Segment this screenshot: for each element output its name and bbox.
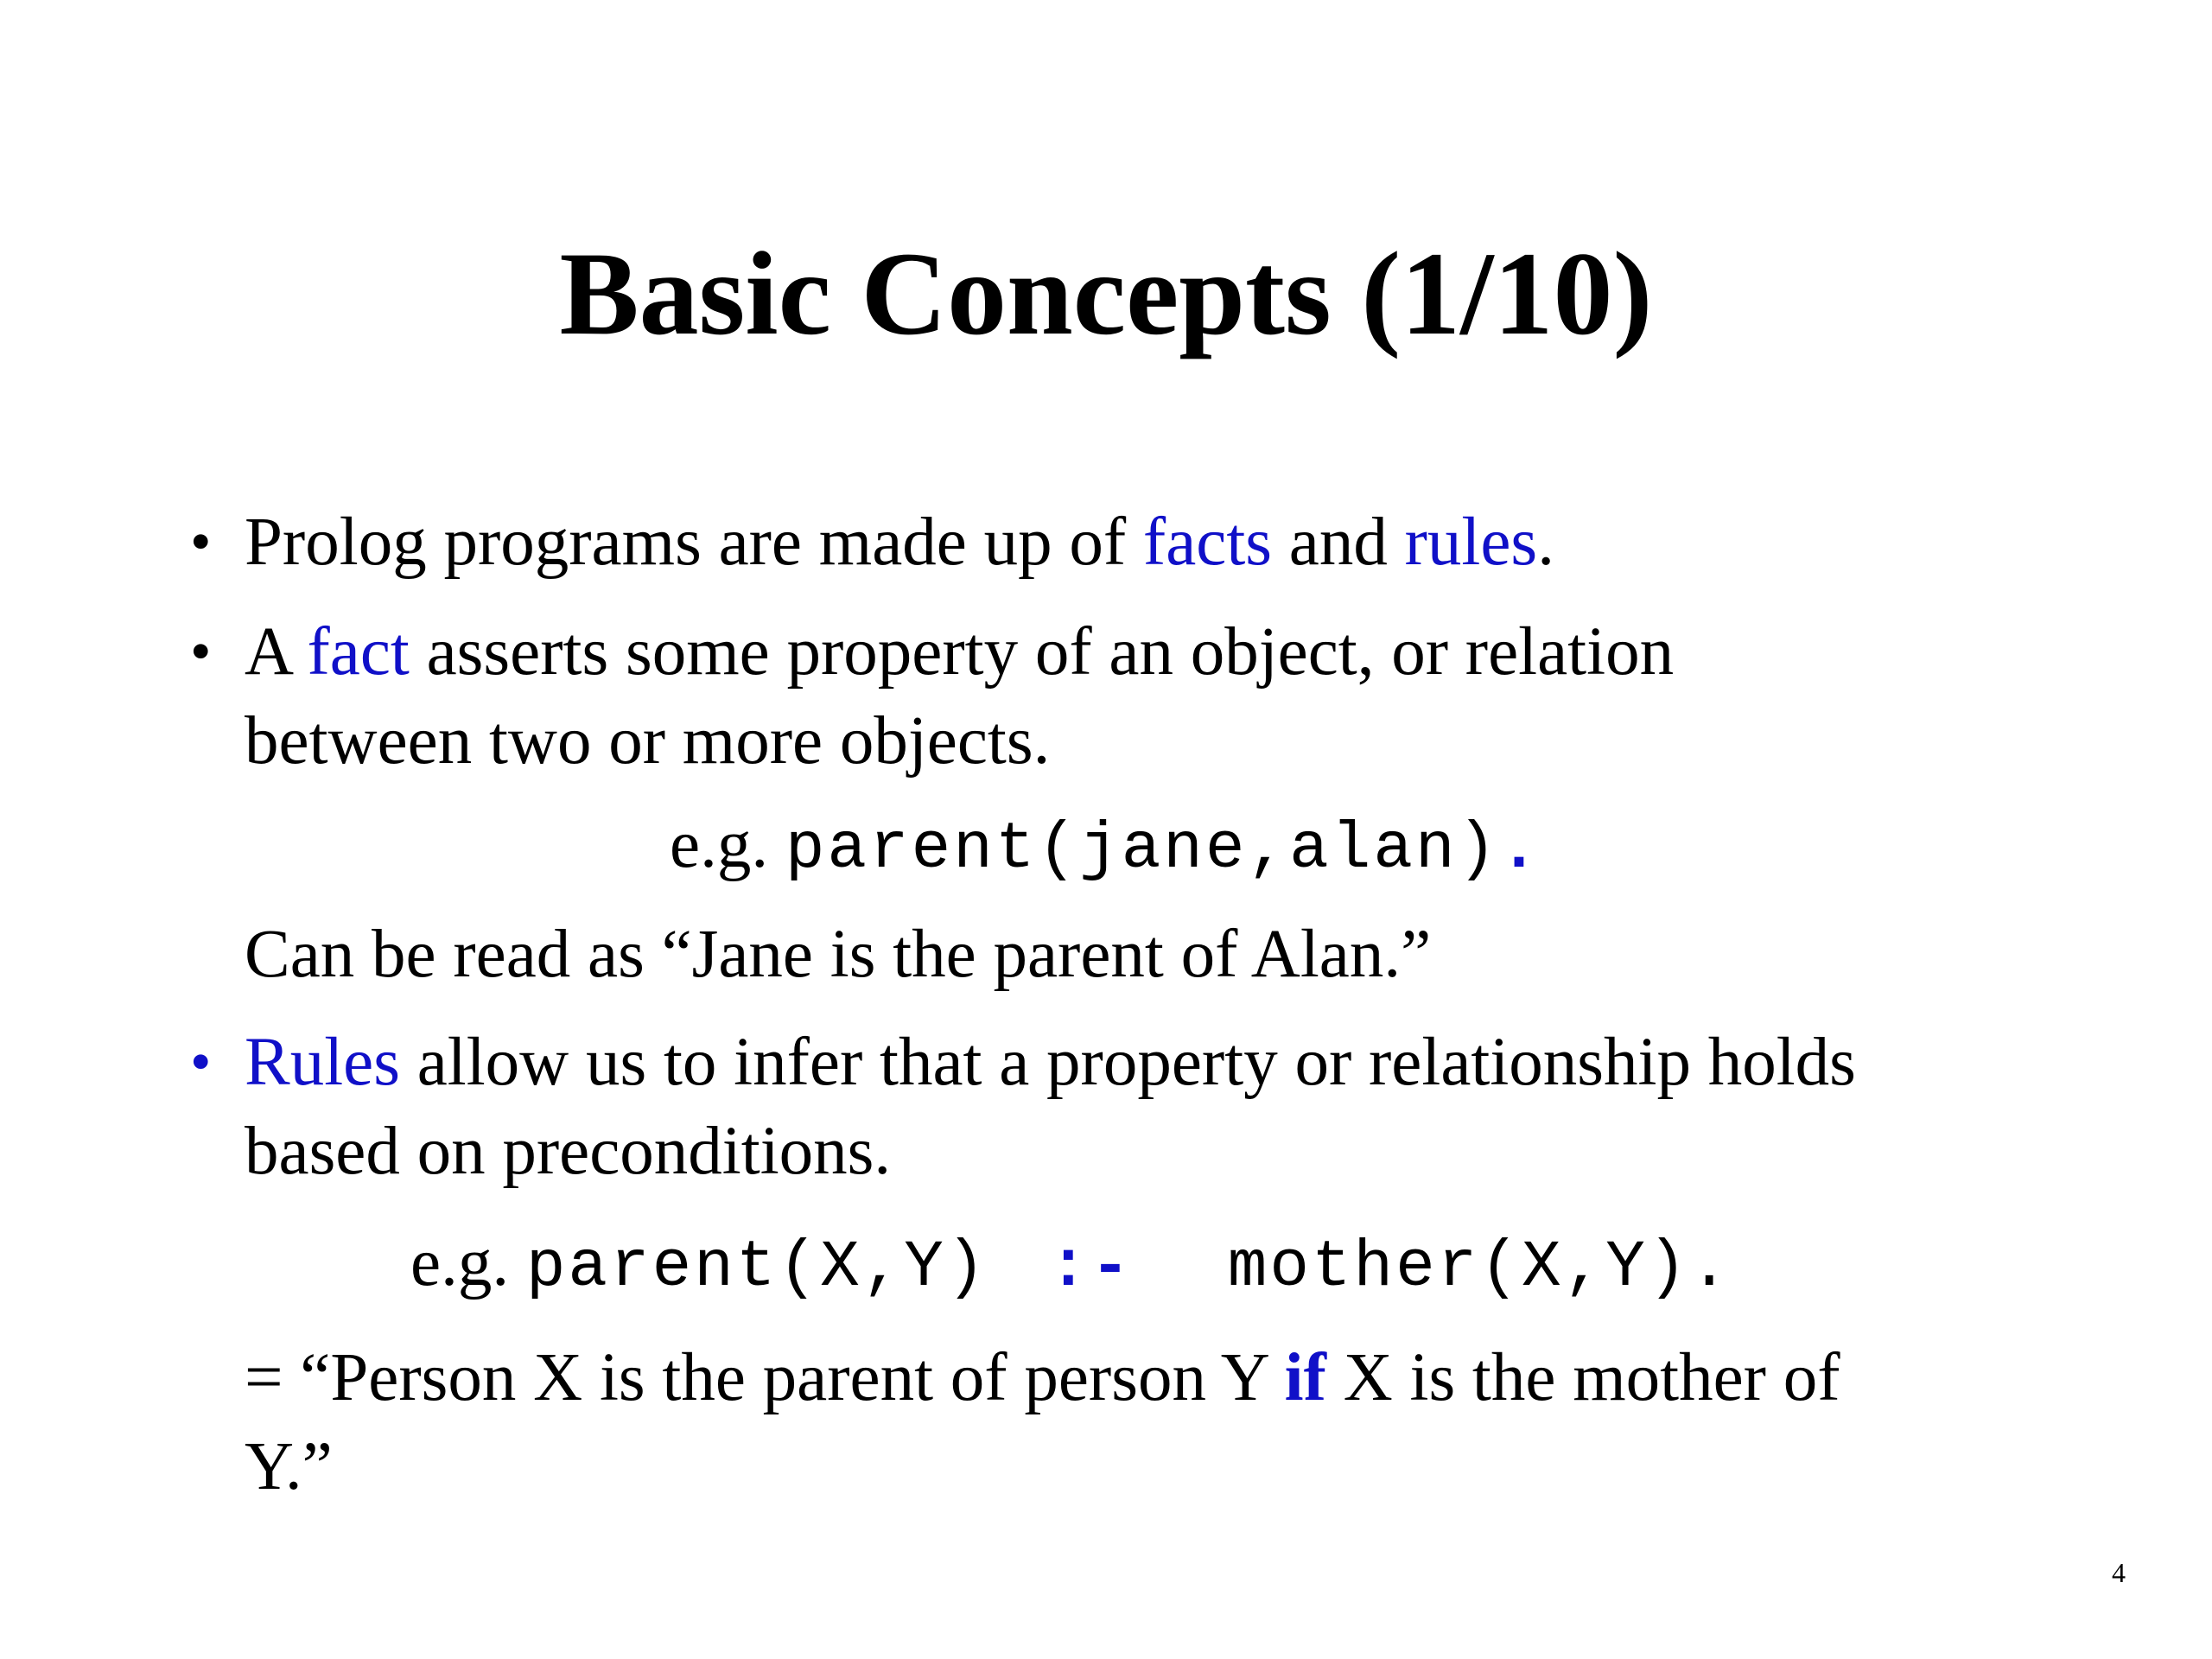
keyword-rules: rules [1404,505,1538,580]
bullet-2-part-1: A [245,614,308,690]
keyword-facts: facts [1142,505,1273,580]
slide-title: Basic Concepts (1/10) [559,227,1653,359]
bullet-1-part-1: Prolog programs are made up of [245,505,1143,580]
bullet-1-part-3: . [1537,505,1554,580]
keyword-rules-cap: Rules [245,1025,400,1100]
example-2-body: mother(X,Y). [1227,1230,1732,1305]
example-2-neck: :- [1048,1230,1133,1305]
keyword-fact: fact [307,614,410,690]
bullet-marker-1: • [190,509,212,575]
example-2-head: parent(X,Y) [525,1230,988,1305]
read-as-2-part-2: X is the mother of [1325,1340,1840,1415]
read-as-2-part-1: = “Person X is the parent of person Y [245,1340,1285,1415]
bullet-2-line-1 [245,609,1674,696]
example-1-eg: e.g. [670,807,785,882]
example-1-dot: . [1499,812,1541,887]
bullet-1-text [245,499,1554,586]
bullet-marker-2: • [190,619,212,685]
bullet-3-part-1: allow us to infer that a property or relationship holds [399,1025,1856,1100]
bullet-1-part-2: and [1272,505,1405,580]
keyword-if: if [1284,1340,1326,1415]
bullet-3-line-2: based on preconditions. [245,1114,892,1189]
example-2 [410,1220,1732,1311]
bullet-marker-3: • [190,1029,212,1096]
example-2-eg: e.g. [410,1225,526,1300]
read-as-2-line-1 [245,1335,1840,1421]
example-1-code: parent(jane,alan) [785,812,1500,887]
bullet-2-part-2: asserts some property of an object, or relation [409,614,1675,690]
page-number: 4 [2112,1557,2126,1588]
bullet-2-line-2: between two or more objects. [245,703,1051,779]
bullet-3-line-1 [245,1020,1856,1106]
read-as-2-line-2: Y.” [245,1429,333,1504]
read-as-1: Can be read as “Jane is the parent of Alan.” [245,917,1432,992]
example-1 [670,802,1541,893]
